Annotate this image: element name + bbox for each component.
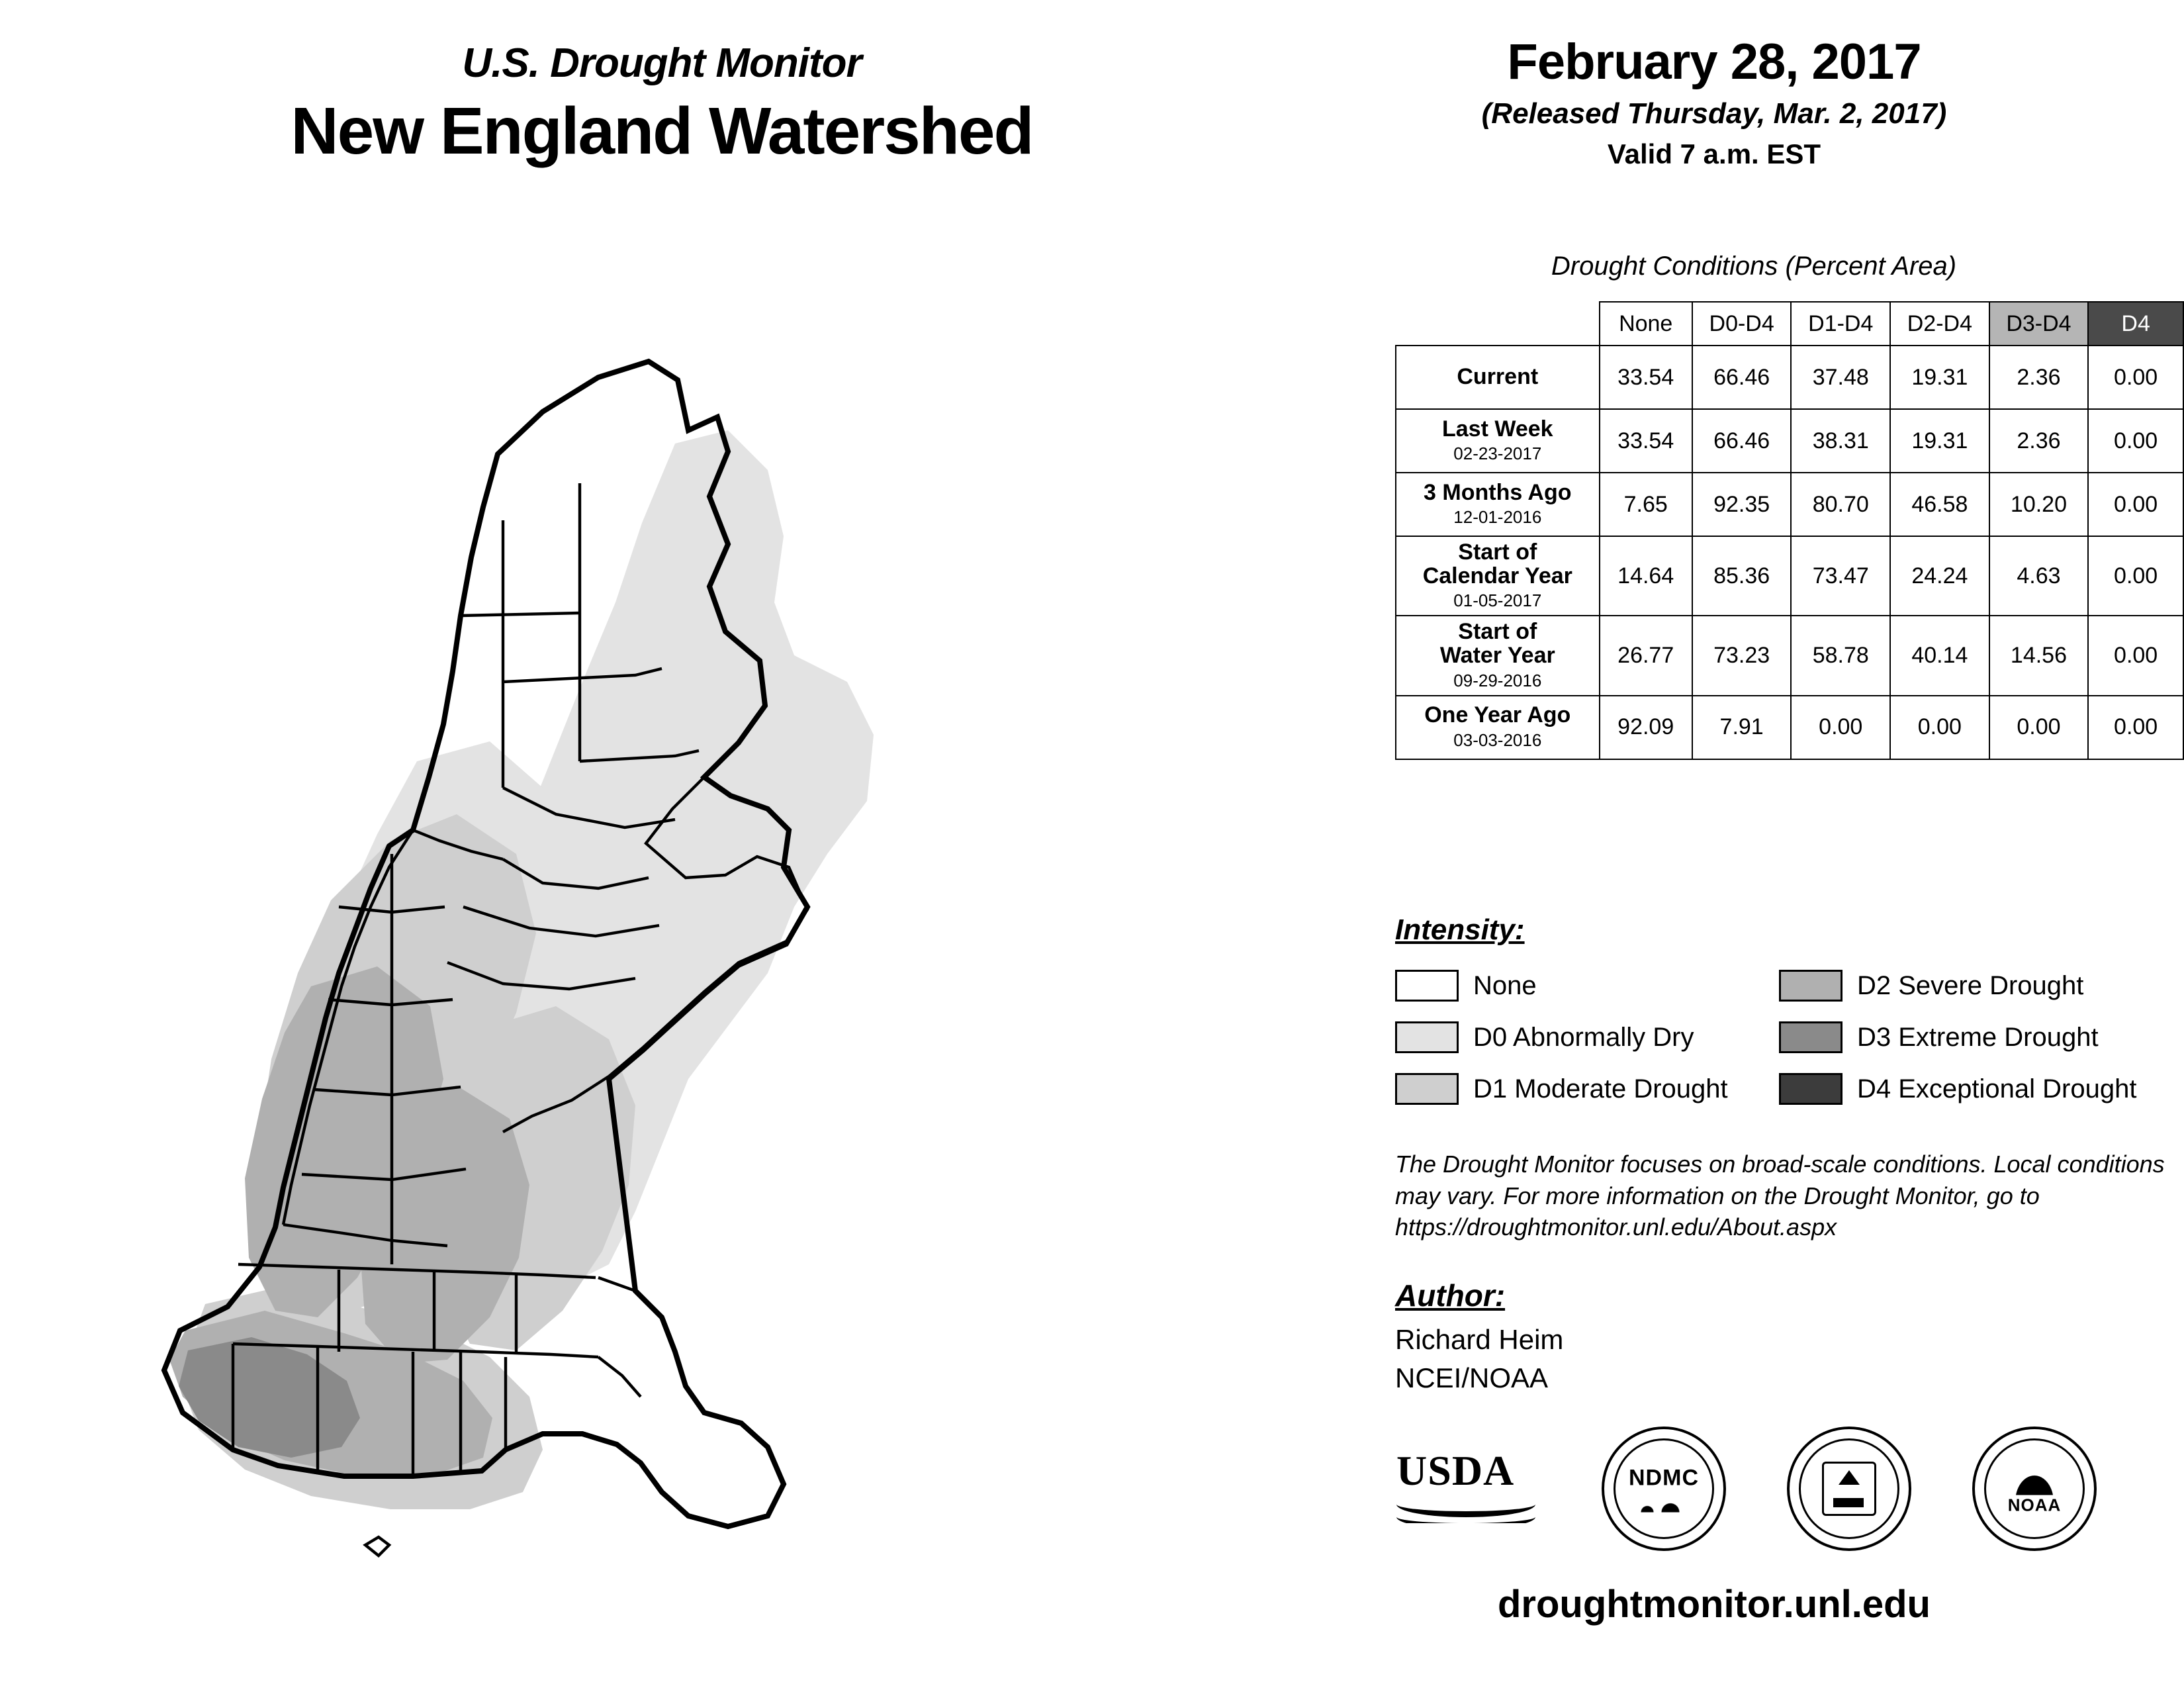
- noaa-logo-text: NOAA: [2007, 1495, 2062, 1515]
- cell-lastweek-d2: 19.31: [1890, 409, 1989, 473]
- ndmc-seal-core: [1629, 1466, 1699, 1513]
- row-label-text-line1: Start of: [1458, 539, 1537, 565]
- valid-date: February 28, 2017: [1507, 34, 1921, 90]
- legend-label-none: None: [1473, 970, 1537, 1000]
- cell-current-d1: 37.48: [1791, 346, 1890, 409]
- cell-wateryear-d4: 0.00: [2088, 616, 2183, 695]
- cell-3months-d0: 92.35: [1692, 473, 1792, 536]
- cell-3months-d2: 46.58: [1890, 473, 1989, 536]
- legend-label-d1: D1 Moderate Drought: [1473, 1074, 1728, 1103]
- cell-wateryear-d0: 73.23: [1692, 616, 1792, 695]
- row-label-start-water-year: [1396, 616, 1600, 695]
- cell-lastweek-d4: 0.00: [2088, 409, 2183, 473]
- legend-label-d4: D4 Exceptional Drought: [1857, 1074, 2137, 1103]
- row-label-date: 09-29-2016: [1453, 670, 1542, 690]
- legend-item-d3: [1779, 1011, 2136, 1063]
- table-row: [1396, 616, 2183, 695]
- logo-row: [1383, 1427, 2164, 1552]
- swatch-none-icon: [1395, 970, 1459, 1002]
- doc-shield-icon: [1822, 1462, 1876, 1516]
- swatch-d2-icon: [1779, 970, 1843, 1002]
- cell-calyear-none: 14.64: [1600, 536, 1692, 616]
- table-body: [1396, 346, 2183, 759]
- cell-wateryear-d1: 58.78: [1791, 616, 1890, 695]
- row-label-one-year-ago: [1396, 696, 1600, 759]
- column-header-d1: D1-D4: [1791, 302, 1890, 346]
- noaa-bird-icon: [2005, 1462, 2064, 1495]
- cell-calyear-d0: 85.36: [1692, 536, 1792, 616]
- row-label-text-line2: Calendar Year: [1422, 563, 1572, 588]
- legend-label-d2: D2 Severe Drought: [1857, 970, 2084, 1000]
- legend-item-none: [1395, 960, 1728, 1011]
- title-block: [79, 40, 1244, 169]
- noaa-seal-icon: [1972, 1427, 2097, 1551]
- intensity-legend-title: Intensity:: [1395, 914, 1525, 946]
- column-header-d4: D4: [2088, 302, 2183, 346]
- table-caption: Drought Conditions (Percent Area): [1551, 252, 1957, 281]
- cell-calyear-d4: 0.00: [2088, 536, 2183, 616]
- cell-current-d4: 0.00: [2088, 346, 2183, 409]
- cell-3months-d3: 10.20: [1989, 473, 2089, 536]
- legend-column-right: [1779, 960, 2136, 1115]
- noaa-seal: [1972, 1427, 2097, 1551]
- map-container: [106, 285, 1231, 1609]
- cell-calyear-d3: 4.63: [1989, 536, 2089, 616]
- drought-conditions-table: [1395, 301, 2184, 760]
- ndmc-seal-icon: [1602, 1427, 1726, 1551]
- table-row: [1396, 346, 2183, 409]
- author-block: [1395, 1321, 1563, 1397]
- cell-wateryear-d3: 14.56: [1989, 616, 2089, 695]
- cell-wateryear-d2: 40.14: [1890, 616, 1989, 695]
- author-name: Richard Heim: [1395, 1324, 1564, 1355]
- table-row: [1396, 536, 2183, 616]
- row-label-last-week: [1396, 409, 1600, 473]
- page-title: New England Watershed: [291, 94, 1033, 168]
- cell-lastweek-none: 33.54: [1600, 409, 1692, 473]
- cell-current-d3: 2.36: [1989, 346, 2089, 409]
- cell-oneyear-d2: 0.00: [1890, 696, 1989, 759]
- legend-label-d0: D0 Abnormally Dry: [1473, 1022, 1694, 1052]
- column-header-d0: D0-D4: [1692, 302, 1792, 346]
- table-corner-cell: [1396, 302, 1600, 346]
- usda-swoosh-icon: [1396, 1499, 1535, 1523]
- usda-logo-text: USDA: [1396, 1447, 1515, 1494]
- doc-seal-icon: [1787, 1427, 1911, 1551]
- row-label-text-line2: Water Year: [1439, 643, 1555, 669]
- row-label-text: 3 Months Ago: [1424, 479, 1572, 505]
- cell-lastweek-d3: 2.36: [1989, 409, 2089, 473]
- row-label-date: 02-23-2017: [1453, 444, 1542, 464]
- cell-oneyear-d4: 0.00: [2088, 696, 2183, 759]
- cell-current-d0: 66.46: [1692, 346, 1792, 409]
- column-header-none: None: [1600, 302, 1692, 346]
- legend-item-d1: [1395, 1063, 1728, 1115]
- legend-label-d3: D3 Extreme Drought: [1857, 1022, 2099, 1052]
- row-label-text-line1: Start of: [1458, 619, 1537, 645]
- cell-oneyear-none: 92.09: [1600, 696, 1692, 759]
- swatch-d0-icon: [1395, 1021, 1459, 1053]
- row-label-3-months-ago: [1396, 473, 1600, 536]
- cell-calyear-d1: 73.47: [1791, 536, 1890, 616]
- ndmc-logo-text: NDMC: [1629, 1465, 1699, 1491]
- new-england-watershed-drought-map: [106, 285, 1231, 1609]
- column-header-d2: D2-D4: [1890, 302, 1989, 346]
- row-label-date: 03-03-2016: [1453, 730, 1542, 751]
- cell-lastweek-d0: 66.46: [1692, 409, 1792, 473]
- legend-item-d0: [1395, 1011, 1728, 1063]
- cell-current-none: 33.54: [1600, 346, 1692, 409]
- disclaimer-text: The Drought Monitor focuses on broad-scale conditions. Local conditions may vary. For more information on the Drought Monitor, go to https://droughtmonitor.unl.edu/About.aspx: [1395, 1150, 2165, 1241]
- ndmc-logo: [1602, 1427, 1726, 1551]
- row-label-date: 01-05-2017: [1453, 590, 1542, 611]
- cell-calyear-d2: 24.24: [1890, 536, 1989, 616]
- swatch-d3-icon: [1779, 1021, 1843, 1053]
- cell-3months-none: 7.65: [1600, 473, 1692, 536]
- cell-wateryear-none: 26.77: [1600, 616, 1692, 695]
- table-header-row: [1396, 302, 2183, 346]
- author-title: Author:: [1395, 1278, 1506, 1313]
- author-affiliation: NCEI/NOAA: [1395, 1362, 1549, 1393]
- date-block: [1324, 33, 2105, 170]
- valid-time: Valid 7 a.m. EST: [1607, 138, 1821, 169]
- noaa-seal-core: [2005, 1462, 2064, 1516]
- footer-url[interactable]: droughtmonitor.unl.edu: [1497, 1583, 1931, 1626]
- table-row: [1396, 473, 2183, 536]
- cell-3months-d1: 80.70: [1791, 473, 1890, 536]
- usda-logo: [1396, 1446, 1535, 1523]
- legend-column-left: [1395, 960, 1728, 1115]
- row-label-start-calendar-year: [1396, 536, 1600, 616]
- table-row: [1396, 409, 2183, 473]
- swatch-d1-icon: [1395, 1073, 1459, 1105]
- ndmc-hills-icon: [1631, 1495, 1697, 1513]
- legend-item-d2: [1779, 960, 2136, 1011]
- swatch-d4-icon: [1779, 1073, 1843, 1105]
- cell-lastweek-d1: 38.31: [1791, 409, 1890, 473]
- row-label-date: 12-01-2016: [1453, 507, 1542, 528]
- cell-3months-d4: 0.00: [2088, 473, 2183, 536]
- release-date: (Released Thursday, Mar. 2, 2017): [1481, 97, 1947, 130]
- column-header-d3: D3-D4: [1989, 302, 2089, 346]
- row-label-current: [1396, 346, 1600, 409]
- product-line: U.S. Drought Monitor: [462, 40, 862, 86]
- row-label-text: Current: [1457, 364, 1539, 390]
- row-label-text: One Year Ago: [1424, 702, 1571, 728]
- cell-current-d2: 19.31: [1890, 346, 1989, 409]
- doc-seal-core: [1822, 1462, 1876, 1516]
- legend-item-d4: [1779, 1063, 2136, 1115]
- table-row: [1396, 696, 2183, 759]
- cell-oneyear-d3: 0.00: [1989, 696, 2089, 759]
- cell-oneyear-d0: 7.91: [1692, 696, 1792, 759]
- cell-oneyear-d1: 0.00: [1791, 696, 1890, 759]
- row-label-text: Last Week: [1442, 416, 1553, 442]
- department-of-commerce-seal: [1787, 1427, 1911, 1551]
